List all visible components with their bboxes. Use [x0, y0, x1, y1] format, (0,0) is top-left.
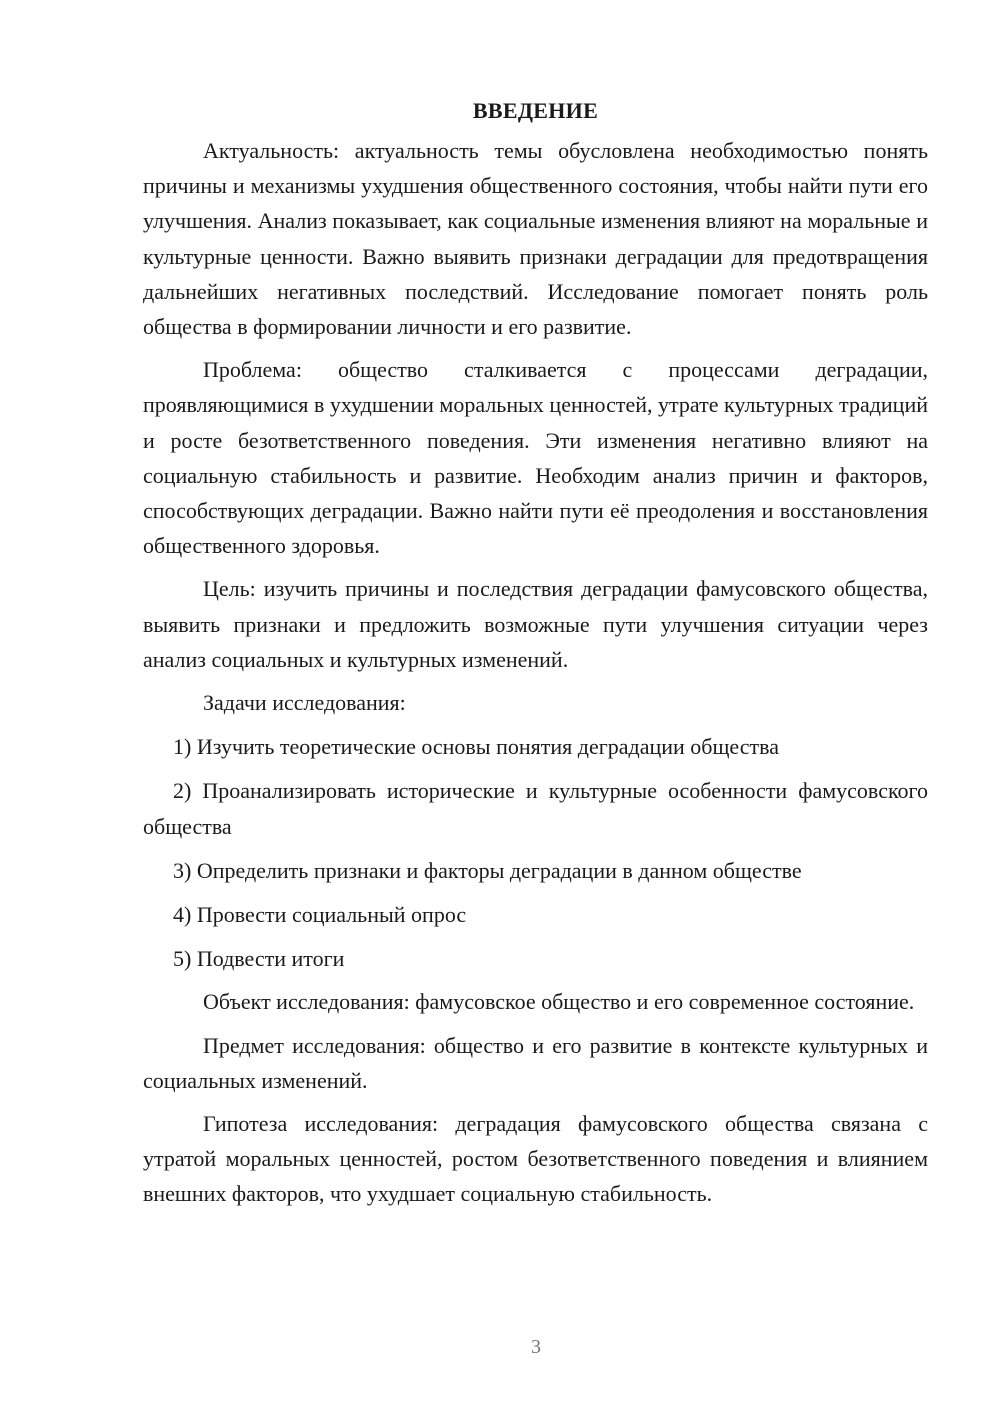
list-item: 1) Изучить теоретические основы понятия деградации общества: [173, 734, 779, 760]
paragraph-relevance: Актуальность: актуальность темы обусловлена необходимостью понять причины и механизмы ухудшения общественного состояния, чтобы найти пути его улучшения. Анализ показывает, как социальные изменения влияют на моральные и культурные ценности. Важно выявить признаки деградации для предотвращения дальнейших негативных последствий. Исследование помогает понять роль общества в формировании личности и его развитие.: [143, 138, 928, 340]
paragraph-subject: Предмет исследования: общество и его развитие в контексте культурных и социальных изменений.: [143, 1032, 928, 1093]
list-item: 4) Провести социальный опрос: [173, 902, 467, 928]
paragraph-goal: Цель: изучить причины и последствия деградации фамусовского общества, выявить признаки и предложить возможные пути улучшения ситуации через анализ социальных и культурных изменений.: [143, 576, 928, 672]
page-content: [143, 96, 928, 1212]
section-title: ВВЕДЕНИЕ: [472, 98, 599, 123]
paragraph-object: Объект исследования: фамусовское общество и его современное состояние.: [203, 989, 915, 1015]
paragraph-problem: Проблема: общество сталкивается с процессами деградации, проявляющимися в ухудшении моральных ценностей, утрате культурных традиций и росте безответственного поведения. Эти изменения негативно влияют на социальную стабильность и развитие. Необходим анализ причин и факторов, способствующих деградации. Важно найти пути её преодоления и восстановления общественного здоровья.: [143, 357, 928, 559]
list-item: 2) Проанализировать исторические и культурные особенности фамусовского общества: [143, 778, 928, 839]
list-item: 3) Определить признаки и факторы деградации в данном обществе: [173, 857, 802, 883]
list-item: 5) Подвести итоги: [173, 946, 345, 972]
tasks-list: [143, 729, 928, 976]
tasks-heading: Задачи исследования:: [203, 690, 406, 716]
paragraph-hypothesis: Гипотеза исследования: деградация фамусовского общества связана с утратой моральных ценностей, ростом безответственного поведения и влиянием внешних факторов, что ухудшает социальную стабильность.: [143, 1111, 928, 1207]
page-number: 3: [531, 1336, 541, 1358]
